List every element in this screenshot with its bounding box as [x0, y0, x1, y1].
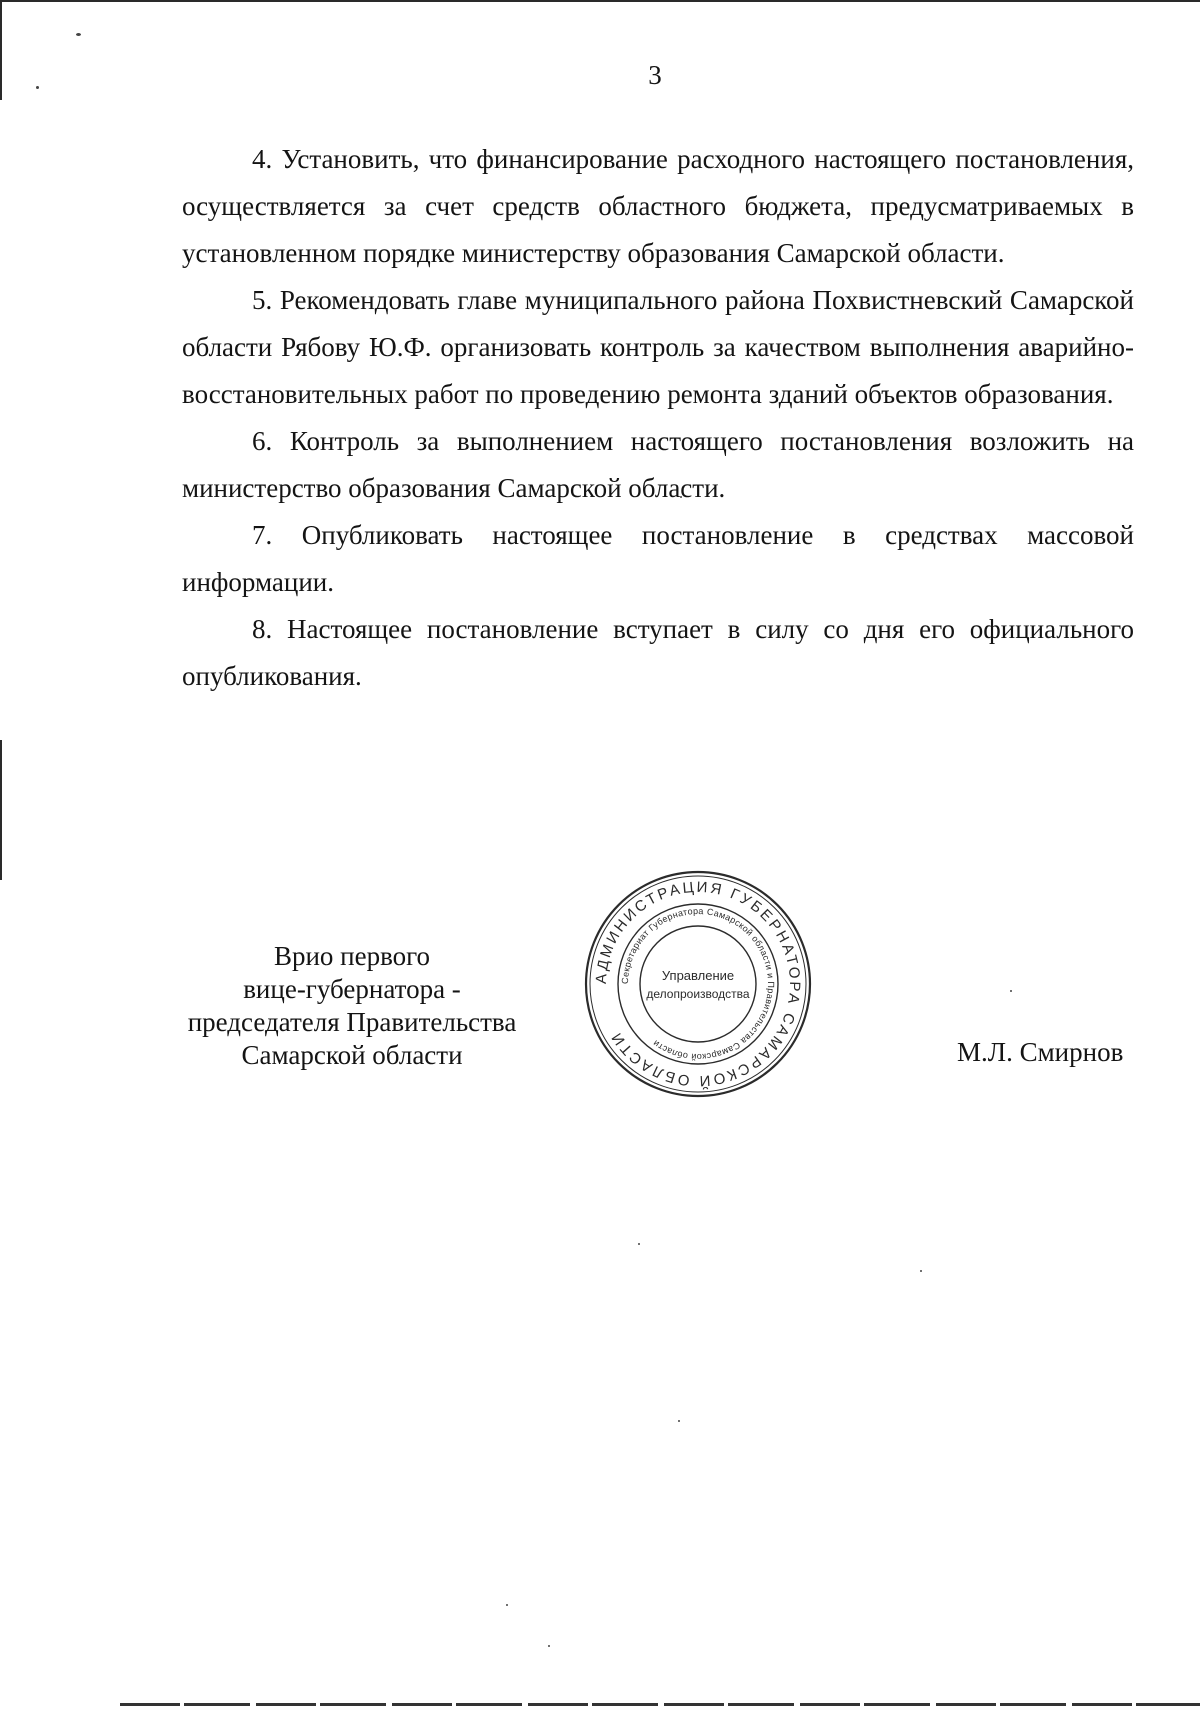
document-body	[182, 136, 1134, 700]
scan-speck	[76, 33, 81, 36]
seal-middle-text	[620, 906, 776, 1062]
scan-edge-left	[0, 740, 2, 880]
paragraph-4: 4. Установить, что финансирование расходного настоящего постановления, осуществляется за счет средств областного бюджета, предусматриваемых в установленном порядке министерству образования Самарской области.	[182, 144, 1134, 268]
official-seal	[582, 868, 814, 1100]
seal-center-line-1: Управление	[661, 968, 735, 983]
paragraph-5: 5. Рекомендовать главе муниципального района Похвистневский Самарской области Рябову Ю.Ф. организовать контроль за качеством выполнения аварийно-восстановительных работ по проведению ремонта зданий объектов образования.	[182, 285, 1134, 409]
scan-speck	[1010, 990, 1012, 992]
signatory-position	[182, 940, 522, 1072]
scan-speck	[638, 1243, 640, 1245]
seal-middle-text-path: Секретариат Губернатора Самарской области и Правительства Самарской области	[619, 905, 777, 1063]
signatory-name: М.Л. Смирнов	[957, 1037, 1124, 1067]
scan-speck	[506, 1604, 508, 1606]
scan-speck	[920, 1270, 922, 1272]
signatory-position-line: Врио первого	[273, 941, 431, 971]
signatory-position-line: Самарской области	[241, 1040, 463, 1070]
scan-edge-bottom	[120, 1703, 1200, 1706]
scan-speck	[678, 1420, 680, 1422]
seal-outer-text-path: АДМИНИСТРАЦИЯ ГУБЕРНАТОРА САМАРСКОЙ ОБЛАСТИ	[592, 878, 804, 1090]
page-number: 3	[648, 60, 662, 90]
paragraph-6: 6. Контроль за выполнением настоящего постановления возложить на министерство образования Самарской области.	[182, 426, 1134, 503]
signatory-position-line: вице-губернатора -	[243, 974, 461, 1004]
scan-edge-top	[0, 0, 1200, 2]
scan-speck	[548, 1645, 550, 1647]
seal-rings	[586, 872, 810, 1096]
paragraph-7: 7. Опубликовать настоящее постановление в средствах массовой информации.	[182, 520, 1134, 597]
paragraph-8: 8. Настоящее постановление вступает в силу со дня его официального опубликования.	[182, 614, 1134, 691]
signatory-position-line: председателя Правительства	[187, 1007, 517, 1037]
seal-center-line-2: делопроизводства	[646, 987, 750, 1001]
